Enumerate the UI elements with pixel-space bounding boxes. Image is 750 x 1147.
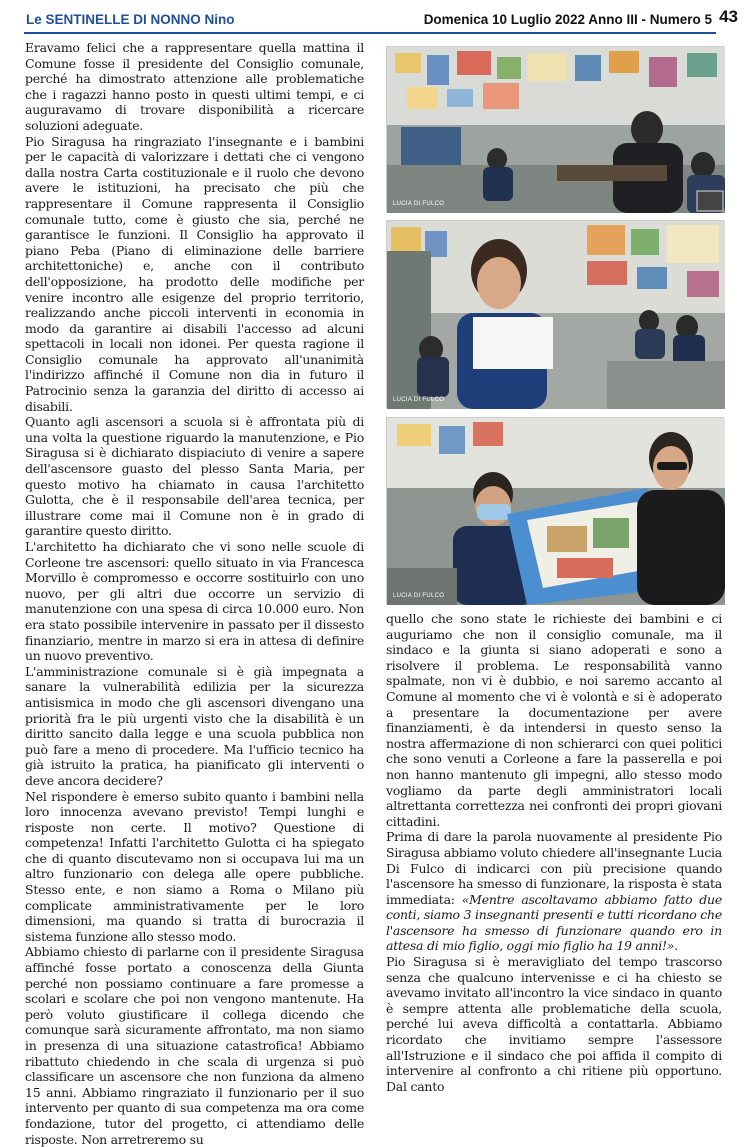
photo-credit: LUCIA DI FULCO [393, 397, 445, 403]
photo-credit: LUCIA DI FULCO [393, 593, 445, 599]
page-header [26, 6, 738, 32]
boy-reading-photo [386, 220, 724, 408]
paragraph: L'amministrazione comunale si è già impegnata a sanare la vulnerabilità edilizia per la sicurezza antisismica in modo che gli ascensori divengano una priorità fra le più urgenti visto che la disabilità è un diritto sancito dalla legge e una scuola pubblica non può fare a meno di procedere. Ma l'ufficio tecnico ha già istruito la pratica, ha pianificato gli interventi o deve ancora decidere? [25, 663, 364, 788]
classroom-photo [386, 46, 724, 212]
paragraph: Abbiamo chiesto di parlarne con il presidente Siragusa affinché fosse portato a conoscenza della Giunta perché non possiamo continuare a fare promesse a scolari e scolare che poi non vengono mantenute. Ha però voluto giustificare il collega dicendo che comunque sarà sicuramente affrontato, ma non siamo in presenza di una situazione catastrofica! Abbiamo ribattuto chiedendo in che scala di urgenza si può classificare un ascensore che non funziona da almeno 15 anni. Abbiamo ringraziato il funzionario per il suo intervento per quanto di sua competenza ma ora come fondazione, tutor del progetto, ci attendiamo delle risposte. Non arretreremo su [25, 944, 364, 1147]
left-column [25, 40, 364, 1147]
paragraph: quello che sono state le richieste dei bambini e ci auguriamo che non il consiglio comunale, ma il sindaco e la giunta si siano adoperati e sono a risolvere il problema. Le responsabilità vanno spalmate, non vi è dubbio, e noi saremo accanto al Comune al momento che vi è volontà e si è adoperato a presentare la documentazione per avere finanziamenti, è da intendersi in questo senso la nostra affermazione di non schierarci con quei politici che sono venuti a Corleone a fare la passerella e poi non hanno mantenuto gli impegni, allo stesso modo vogliamo da parte degli amministratori locali altrettanta correttezza nei confronti dei propri giovani cittadini. [386, 611, 722, 829]
paragraph [386, 829, 722, 954]
photo-credit: LUCIA DI FULCO [393, 201, 445, 207]
boy-reading-photo-image [387, 221, 725, 409]
quote-text: «Mentre ascoltavamo abbiamo fatto due conti, siamo 3 insegnanti presenti e tutti ricordano che l'ascensore ha smesso di funzionare quando ero in attesa di mio figlio, oggi mio figlio ha 19 anni!» [386, 891, 722, 954]
paragraph: L'architetto ha dichiarato che vi sono nelle scuole di Corleone tre ascensori: quello situato in via Francesca Morvillo è compromesso e occorre sostituirlo con uno nuovo, per gli altri due occorre un servizio di manutenzione con una spesa di circa 10.000 euro. Non era stato possibile intervenire in passato per il dissesto finanziario, mentre in marzo si era in attesa di definire un nuovo preventivo. [25, 539, 364, 664]
right-column [386, 611, 722, 1094]
paragraph: Eravamo felici che a rappresentare quella mattina il Comune fosse il presidente del Consiglio comunale, perché ha dimostrato attenzione alle problematiche che i ragazzi hanno posto in questi ultimi tempi, e ci auguravamo di trovare disponibilità a ricercare soluzioni adeguate. [25, 40, 364, 133]
paragraph-text: . [674, 938, 678, 954]
newspaper-name: Le SENTINELLE DI NONNO Nino [26, 12, 235, 27]
classroom-photo-image [387, 47, 725, 213]
paragraph: Pio Siragusa si è meravigliato del tempo trascorso senza che qualcuno intervenisse e ci ha chiesto se avevamo invitato all'incontro la vice sindaco in quanto è sempre attenta alle problematiche della scuola, perché lui aveva difficoltà a contattarla. Abbiamo ricordato che invitiamo sempre l'assessore all'Istruzione e il sindaco che poi affida il compito di intervenire al confronto a chi ritiene più opportuno. Dal canto [386, 954, 722, 1094]
poster-photo-image [387, 418, 725, 605]
paragraph: Nel rispondere è emerso subito quanto i bambini nella loro innocenza avevano previsto! Tempi lunghi e risposte non certe. Il motivo? Questione di competenza! Infatti l'architetto Gulotta ci ha spiegato che di quanto discutevamo non si occupava lui ma un altro funzionario con delega alle opere pubbliche. Stesso ente, e non siamo a Roma o Milano più complicate amministrativamente per le loro dimensioni, ma quando si tratta di burocrazia il sistema funzione allo stesso modo. [25, 788, 364, 944]
paragraph: Quanto agli ascensori a scuola si è affrontata più di una volta la questione riguardo la manutenzione, e Pio Siragusa si è dichiarato dispiaciuto di venire a sapere dell'ascensore guasto del plesso Santa Maria, per questo motivo ha chiamato in causa l'architetto Gulotta, che è il responsabile dell'area tecnica, per illustrare come mai il Comune non è in grado di garantire questo diritto. [25, 414, 364, 539]
header-rule [24, 32, 716, 34]
page-number: 43 [719, 7, 738, 26]
paragraph: Pio Siragusa ha ringraziato l'insegnante e i bambini per le capacità di valorizzare i dettati che ci vengono dalla nostra Carta costituzionale e il ruolo che devono avere le istituzioni, ha precisato che più che rappresentare il Comune rappresenta il Consiglio comunale tutto, come è giusto che sia, perché ne garantisce le funzioni. Il Consiglio ha approvato il piano Peba (Piano di eliminazione delle barriere architettoniche) e, anche con il contributo dell'opposizione, ha prodotto delle modifiche per venire incontro alle esigenze del proprio territorio, realizzando anche piccoli interventi in economia in modo da garantire ai disabili l'accesso ad alcuni spettacoli in locali non idonei. Per questa ragione il Consiglio comunale ha approvato all'unanimità l'indirizzo affinché il Comune non dia in futuro il Patrocinio senza la garanzia del diritto di accesso ai disabili. [25, 133, 364, 414]
issue-date: Domenica 10 Luglio 2022 Anno III - Numero 5 [423, 12, 712, 27]
poster-photo [386, 417, 724, 604]
paragraph-text: Prima di dare la parola nuovamente al presidente Pio Siragusa abbiamo voluto chiedere all'insegnante Lucia Di Fulco di indicarci con più precisione quando l'ascensore ha smesso di funzionare, la risposta è stata immediata: [386, 829, 722, 907]
